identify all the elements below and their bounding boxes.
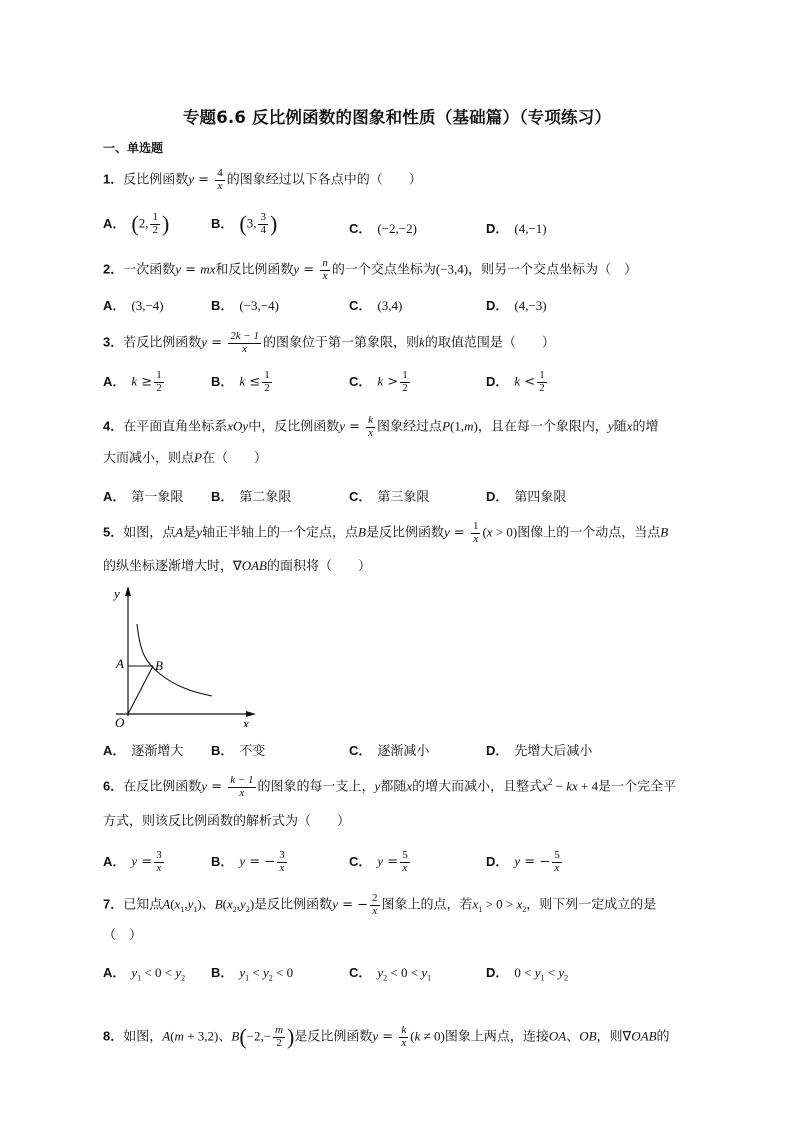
- option-b[interactable]: B． k ≤ $\frac{1}{2}$: [211, 369, 270, 394]
- question-6-line-2: 方式，则该反比例函数的解析式为（ ）: [103, 814, 351, 829]
- option-d[interactable]: D． (4,−3): [486, 298, 547, 313]
- question-4-line-2: 大而减小，则点P在（ ）: [103, 450, 267, 466]
- option-c[interactable]: C． $y_2 < 0 < y_1$: [349, 965, 432, 983]
- option-d[interactable]: D． y = − $\frac{5}{x}$: [486, 849, 560, 874]
- label-o: O: [115, 715, 125, 727]
- question-5-figure: [100, 582, 265, 727]
- option-b[interactable]: B． y = − $\frac{3}{x}$: [211, 849, 285, 874]
- option-a[interactable]: A． $y_1 < 0 < y_2$: [103, 965, 186, 983]
- question-7-line-2: （ ）: [103, 928, 143, 943]
- option-c[interactable]: C． (−2,−2): [349, 221, 417, 236]
- question-6: 6．在反比例函数y = $\frac{k - 1}{x}$ 的图象的每一支上，y都随x的增大而减小，且整式$x^2$ − kx + 4是一个完全平: [103, 774, 677, 799]
- option-a[interactable]: A． y = $\frac{3}{x}$: [103, 849, 162, 874]
- fraction: $\frac{4}{x}$: [217, 167, 223, 192]
- option-d[interactable]: D． 第四象限: [486, 489, 567, 505]
- option-b[interactable]: B． (3, $\frac{3}{4}$ ): [211, 211, 278, 237]
- section-heading: 一、单选题: [103, 141, 164, 155]
- option-c[interactable]: C． 第三象限: [349, 489, 430, 505]
- question-5: 5．如图，点A是y轴正半轴上的一个定点，点B是反比例函数y = $\frac{1}{x}$ (x > 0)图像上的一个动点，当点B: [103, 520, 669, 545]
- option-c[interactable]: C． 逐渐减小: [349, 743, 430, 759]
- option-c[interactable]: C． (3,4): [349, 298, 403, 313]
- label-x: x: [243, 716, 249, 727]
- option-b[interactable]: B． 第二象限: [211, 489, 292, 505]
- question-3: 3．若反比例函数y = $\frac{2k - 1}{x}$ 的图象位于第一第象限，则k的取值范围是（ ）: [103, 330, 555, 355]
- option-b[interactable]: B． (−3,−4): [211, 298, 279, 313]
- page-title: 专题6.6 反比例函数的图象和性质（基础篇）（专项练习）: [182, 108, 612, 127]
- option-d[interactable]: D． (4,−1): [486, 221, 547, 236]
- question-5-line-2: 的纵坐标逐渐增大时，∇OAB的面积将（ ）: [103, 558, 372, 574]
- option-c[interactable]: C． k > $\frac{1}{2}$: [349, 369, 408, 394]
- question-1: 1．反比例函数y = $\frac{4}{x}$ 的图象经过以下各点中的（ ）: [103, 167, 422, 192]
- label-b: B: [155, 658, 163, 673]
- option-d[interactable]: D． $0 < y_1 < y_2$: [486, 965, 569, 983]
- option-a[interactable]: A． k ≥ $\frac{1}{2}$: [103, 369, 162, 394]
- option-a[interactable]: A． (3,−4): [103, 298, 164, 313]
- question-4: 4．在平面直角坐标系xOy中，反比例函数y = $\frac{k}{x}$ 图象经过点P(1,m)，且在每一个象限内，y随x的增: [103, 414, 659, 439]
- option-b[interactable]: B． 不变: [211, 743, 266, 759]
- option-b[interactable]: B． $y_1 < y_2 < 0$: [211, 965, 294, 983]
- option-a[interactable]: A． (2, $\frac{1}{2}$ ): [103, 211, 170, 237]
- label-y: y: [114, 586, 120, 601]
- option-d[interactable]: D． 先增大后减小: [486, 743, 593, 759]
- hyperbola-curve: [137, 624, 212, 696]
- option-a[interactable]: A． 第一象限: [103, 489, 184, 505]
- label-a: A: [116, 656, 124, 671]
- question-8: 8．如图，A(m + 3,2)、B(−2,− $\frac{m}{2}$ )是反比例函数y = $\frac{k}{x}$ (k ≠ 0)图象上两点，连接OA、OB，则∇OAB的: [103, 1024, 670, 1050]
- y-axis-arrow: [125, 586, 131, 596]
- question-2: 2．一次函数y = mx和反比例函数y = $\frac{n}{x}$ 的一个交点坐标为(−3,4)，则另一个交点坐标为（ ）: [103, 257, 638, 282]
- segment-ob: [128, 666, 153, 714]
- question-7: 7．已知点$A(x_1,y_1)$、$B(x_2,y_2)$是反比例函数y = − $\frac{2}{x}$ 图象上的点，若$x_1 > 0 > x_2$，则下列一定成立的是: [103, 892, 657, 917]
- option-a[interactable]: A． 逐渐增大: [103, 743, 184, 759]
- option-c[interactable]: C． y = $\frac{5}{x}$: [349, 849, 408, 874]
- option-d[interactable]: D． k < $\frac{1}{2}$: [486, 369, 545, 394]
